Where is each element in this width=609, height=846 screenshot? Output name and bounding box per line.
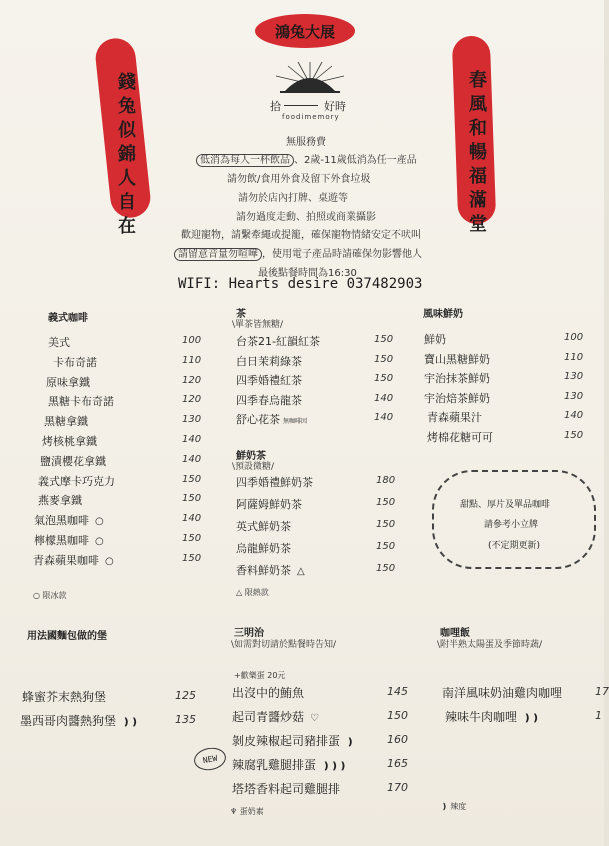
tea-title: 茶 <box>236 309 246 320</box>
tea-item-price: 140 <box>374 412 394 423</box>
left-banner-text: 錢兔似錦人自在 <box>115 72 136 240</box>
curry-sub: \附半熟太陽蛋及季節時蔬/ <box>437 640 543 650</box>
coffee-item-mark-icon: ○ <box>95 536 104 547</box>
notice-outside-food: 請勿飲/食用外食及留下外食垃圾 <box>227 174 371 185</box>
milktea-item-price: 150 <box>376 563 396 574</box>
coffee-item-price: 130 <box>182 414 202 426</box>
sandwich-note-text: 蛋奶素 <box>239 807 264 816</box>
logo-line <box>284 105 318 106</box>
coffee-item-name: 氣泡黑咖啡 ○ <box>34 514 104 528</box>
volume-rest: ，使用電子產品時請確保勿影響他人 <box>262 249 422 260</box>
coffee-item-price: 150 <box>182 473 202 485</box>
logo-right: 好時 <box>324 100 346 113</box>
milktea-title: 鮮奶茶 <box>236 451 266 462</box>
fresh-item-name: 宇治焙茶鮮奶 <box>424 391 490 405</box>
hotdog-item-mark-icon: ❫❫ <box>122 717 139 728</box>
notice-min-charge <box>196 151 417 166</box>
coffee-item-price: 150 <box>182 493 202 505</box>
coffee-note-text: 限冰款 <box>42 591 67 600</box>
tea-item-name: 白日茉莉綠茶 <box>236 354 302 368</box>
fresh-item-price: 150 <box>564 429 584 441</box>
sandwich-item-mark-icon: ♡ <box>310 713 319 724</box>
dessert-line-2: 請參考小立牌 <box>484 520 539 530</box>
milktea-note: △ 限熱款 <box>236 588 269 597</box>
curry-note: ❫ 辣度 <box>441 802 467 811</box>
notice-no-photo: 請勿過度走動、拍照或商業攝影 <box>236 212 376 223</box>
sandwich-note: ♆ 蛋奶素 <box>230 807 264 816</box>
curry-item-name: 辣味牛肉咖哩 ❫❫ <box>445 710 540 724</box>
milktea-sub: \預設微糖/ <box>232 462 275 472</box>
milktea-item-mark-icon: △ <box>297 566 305 577</box>
coffee-item-name: 鹽漬櫻花拿鐵 <box>40 454 106 468</box>
coffee-item-name: 黑糖卡布奇諾 <box>48 395 114 409</box>
milktea-note-text: 限熱款 <box>244 588 269 597</box>
sandwich-item-name: 出沒中的鮪魚 <box>232 686 305 700</box>
coffee-item-name: 燕麥拿鐵 <box>38 494 82 508</box>
tea-sub: \單茶皆無糖/ <box>232 320 284 330</box>
hotdog-title: 用法國麵包做的堡 <box>27 631 107 642</box>
coffee-item-price: 140 <box>182 453 202 465</box>
coffee-item-price: 140 <box>182 434 202 445</box>
coffee-item-mark-icon: ○ <box>95 516 104 528</box>
fresh-item-name: 烤棉花糖可可 <box>427 430 493 444</box>
sandwich-item-name: 起司青醬炒菇 ♡ <box>232 710 319 724</box>
tea-item-name: 舒心花茶 無咖啡因 <box>236 413 308 426</box>
sandwich-sub: \如需對切請於點餐時告知/ <box>231 640 337 650</box>
curry-item-mark-icon: ❫❫ <box>523 713 540 724</box>
sandwich-item-name: 辣腐乳雞腿排蛋 ❫❫❫ <box>232 758 348 772</box>
hotdog-item-price: 125 <box>175 689 196 702</box>
hotdog-item-name: 蜂蜜芥末熱狗堡 <box>22 690 107 704</box>
new-tag-text: NEW <box>202 753 218 765</box>
milktea-item-name: 阿薩姆鮮奶茶 <box>236 498 302 511</box>
curry-item-price: 1 <box>595 709 602 722</box>
milktea-item-price: 180 <box>376 475 396 486</box>
sandwich-item-price: 165 <box>387 757 408 770</box>
coffee-item-price: 150 <box>182 552 202 564</box>
tea-item-name: 四季春烏龍茶 <box>236 393 302 407</box>
top-banner <box>255 14 355 48</box>
sandwich-item-mark-icon: ❫❫❫ <box>322 761 348 772</box>
coffee-item-name: 卡布奇諾 <box>53 355 97 369</box>
notice-last-order: 最後點餐時間為16:30 <box>258 268 357 279</box>
coffee-title: 義式咖啡 <box>48 313 88 324</box>
sandwich-item-mark-icon: ❫ <box>346 737 355 748</box>
coffee-item-name: 義式摩卡巧克力 <box>38 474 115 488</box>
notice-no-cards: 請勿於店內打牌、桌遊等 <box>238 193 348 204</box>
fresh-item-price: 110 <box>564 351 584 363</box>
coffee-item-price: 120 <box>182 374 202 386</box>
coffee-item-price: 120 <box>182 394 202 406</box>
fresh-item-name: 宇治抹茶鮮奶 <box>424 372 490 385</box>
coffee-item-name: 青森蘋果咖啡 ○ <box>33 553 114 567</box>
wifi-handwritten: WIFI: Hearts desire 037482903 <box>178 276 423 292</box>
logo-left: 拾 <box>270 100 281 113</box>
sandwich-item-name: 剝皮辣椒起司豬排蛋 ❫ <box>232 734 355 748</box>
milktea-item-price: 150 <box>376 541 396 552</box>
notice-volume <box>174 245 422 260</box>
coffee-item-price: 100 <box>182 335 202 346</box>
tea-item-price: 150 <box>374 353 394 365</box>
tea-item-name: 四季婚禮紅茶 <box>236 374 302 387</box>
coffee-item-name: 檸檬黑咖啡 ○ <box>34 534 104 547</box>
tea-item-price: 140 <box>374 392 394 404</box>
hotdog-item-name: 墨西哥肉醬熱狗堡 ❫❫ <box>20 714 139 728</box>
milktea-item-price: 150 <box>376 519 396 530</box>
new-tag <box>192 745 227 772</box>
notice-service-fee: 無服務費 <box>286 137 326 148</box>
sandwich-item-price: 160 <box>387 733 408 746</box>
notice-pets: 歡迎寵物，請繫牽繩或提籠，確保寵物情緒安定不吠叫 <box>181 230 421 241</box>
volume-box: 請留意音量勿喧嘩 <box>174 248 262 261</box>
hotdog-item-price: 135 <box>175 713 196 726</box>
tea-item-price: 150 <box>374 334 394 345</box>
fresh-item-name: 鮮奶 <box>424 333 446 346</box>
sandwich-item-name: 塔塔香料起司雞腿排 <box>232 782 341 796</box>
tea-item-price: 150 <box>374 373 394 384</box>
sandwich-item-price: 145 <box>387 685 408 698</box>
milktea-item-name: 烏龍鮮奶茶 <box>236 542 291 555</box>
coffee-item-price: 140 <box>182 513 202 525</box>
coffee-item-mark-icon: ○ <box>105 555 114 567</box>
milktea-item-price: 150 <box>376 497 396 508</box>
coffee-item-name: 烤核桃拿鐵 <box>42 435 97 448</box>
sandwich-item-price: 150 <box>387 709 408 722</box>
fresh-title: 風味鮮奶 <box>423 309 463 320</box>
curry-item-name: 南洋風味奶油雞肉咖哩 <box>442 686 563 700</box>
dessert-line-3: (不定期更新) <box>488 541 541 551</box>
fresh-item-name: 青森蘋果汁 <box>427 411 482 424</box>
fresh-item-name: 寶山黑糖鮮奶 <box>424 352 490 366</box>
sandwich-add: +歡樂蛋 20元 <box>234 671 286 680</box>
milktea-item-name: 香料鮮奶茶 △ <box>236 564 305 577</box>
tea-item-name: 台茶21-紅韻紅茶 <box>236 335 320 348</box>
milktea-item-name: 英式鮮奶茶 <box>236 520 291 533</box>
curry-note-text: 辣度 <box>450 802 467 811</box>
coffee-item-name: 黑糖拿鐵 <box>44 415 88 429</box>
coffee-item-name: 美式 <box>48 336 70 349</box>
sandwich-item-price: 170 <box>387 781 408 794</box>
hill-logo-icon <box>270 58 350 98</box>
coffee-item-price: 150 <box>182 533 202 544</box>
sandwich-title: 三明治 <box>234 628 264 639</box>
fresh-item-price: 140 <box>564 410 584 421</box>
coffee-item-price: 110 <box>182 354 202 366</box>
fresh-item-price: 130 <box>564 390 584 402</box>
milktea-item-name: 四季婚禮鮮奶茶 <box>236 476 313 489</box>
fresh-item-price: 130 <box>564 371 584 382</box>
top-banner-text: 鴻兔大展 <box>274 22 335 41</box>
curry-item-price: 17 <box>595 685 609 698</box>
fresh-item-price: 100 <box>564 332 584 343</box>
curry-title: 咖哩飯 <box>440 628 470 639</box>
dessert-line-1: 甜點、厚片及單品咖啡 <box>460 500 551 510</box>
right-banner-text: 春風和暢福滿堂 <box>466 70 487 238</box>
coffee-note: ○ 限冰款 <box>33 591 67 600</box>
logo-sub: foodimemory <box>282 113 340 121</box>
min-charge-box: 低消為每人一杯飲品 <box>196 154 294 167</box>
coffee-item-name: 原味拿鐵 <box>46 375 90 389</box>
min-charge-rest: 、2歲-11歲低消為任一產品 <box>294 155 417 166</box>
tea-item-extra: 無咖啡因 <box>283 418 308 425</box>
